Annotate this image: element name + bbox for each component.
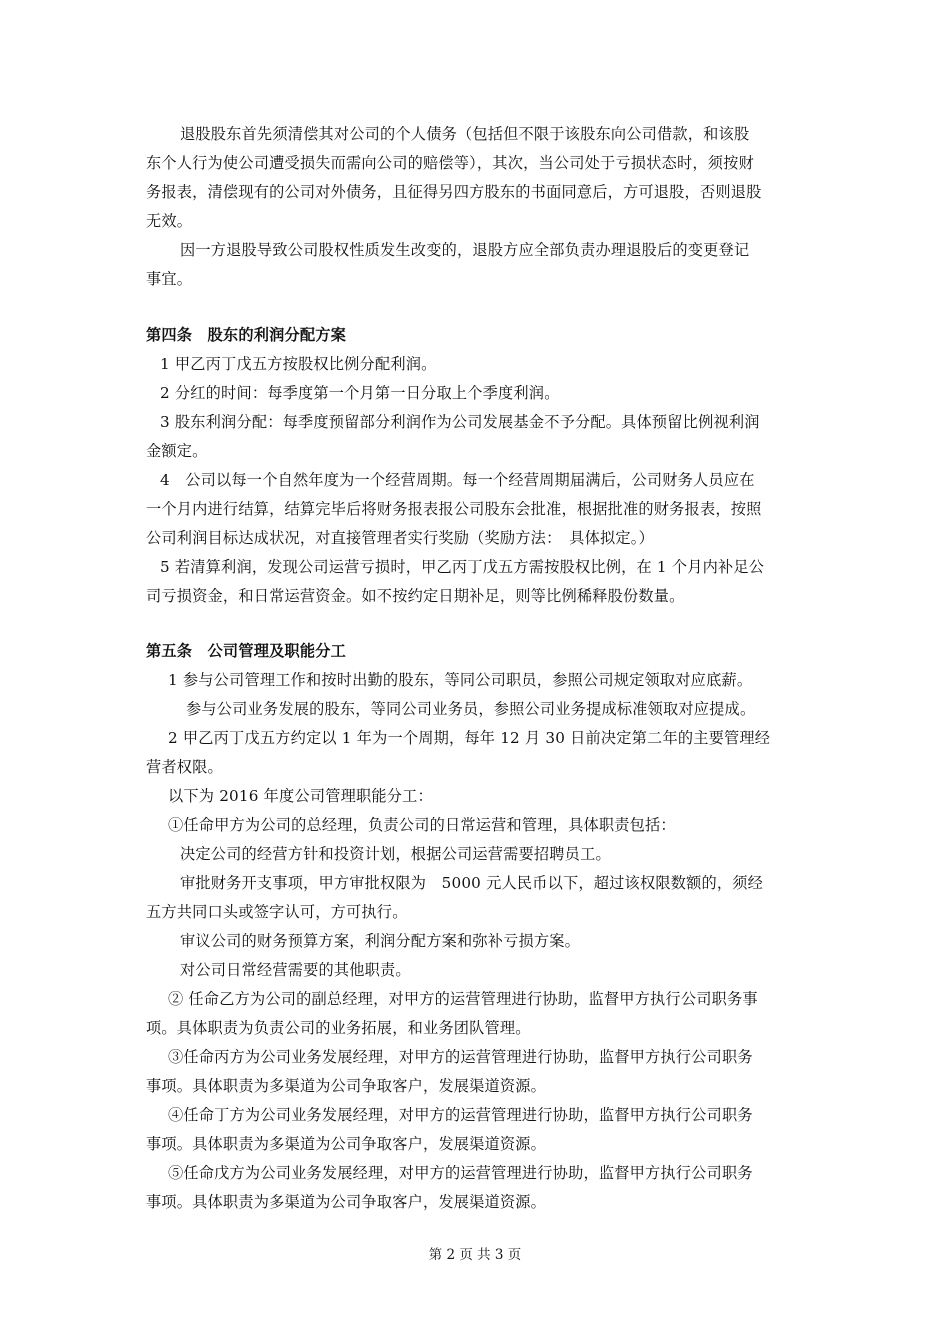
withdrawal-p1-line-1: 退股股东首先须清偿其对公司的个人债务（包括但不限于该股东向公司借款，和该股	[180, 125, 750, 143]
article5-line-18: ⑤任命戊方为公司业务发展经理，对甲方的运营管理进行协助，监督甲方执行公司职务	[168, 1164, 753, 1182]
article5-line-9: 五方共同口头或签字认可，方可执行。	[146, 903, 408, 921]
article5-line-16: ④任命丁方为公司业务发展经理，对甲方的运营管理进行协助，监督甲方执行公司职务	[168, 1106, 753, 1124]
withdrawal-p2-line-1: 因一方退股导致公司股权性质发生改变的，退股方应全部负责办理退股后的变更登记	[180, 241, 750, 259]
article5-line-12: ② 任命乙方为公司的副总经理，对甲方的运营管理进行协助，监督甲方执行公司职务事	[168, 990, 758, 1008]
page-number-footer: 第 2 页 共 3 页	[428, 1247, 522, 1263]
article5-line-15: 事项。具体职责为多渠道为公司争取客户，发展渠道资源。	[146, 1077, 547, 1095]
article4-line-6: 一个月内进行结算，结算完毕后将财务报表报公司股东会批准，根据批准的财务报表，按照	[146, 500, 762, 518]
article4-line-4: 金额定。	[146, 442, 208, 460]
article5-line-17: 事项。具体职责为多渠道为公司争取客户，发展渠道资源。	[146, 1135, 547, 1153]
withdrawal-p1-line-3: 务报表，清偿现有的公司对外债务，且征得另四方股东的书面同意后，方可退股，否则退股	[146, 183, 762, 201]
article4-line-9: 司亏损资金，和日常运营资金。如不按约定日期补足，则等比例稀释股份数量。	[146, 587, 685, 605]
article4-line-3: 3 股东利润分配：每季度预留部分利润作为公司发展基金不予分配。具体预留比例视利润	[160, 413, 760, 431]
article5-line-2: 参与公司业务发展的股东，等同公司业务员，参照公司业务提成标准领取对应提成。	[186, 700, 756, 718]
article4-line-7: 公司利润目标达成状况，对直接管理者实行奖励（奖励方法： 具体拟定。）	[146, 529, 654, 547]
article4-title: 第四条 股东的利润分配方案	[146, 326, 347, 344]
article5-line-14: ③任命丙方为公司业务发展经理，对甲方的运营管理进行协助，监督甲方执行公司职务	[168, 1048, 753, 1066]
article5-line-6: ①任命甲方为公司的总经理，负责公司的日常运营和管理，具体职责包括：	[168, 816, 676, 834]
article4-line-8: 5 若清算利润，发现公司运营亏损时，甲乙丙丁戊五方需按股权比例，在 1 个月内补足公	[160, 558, 765, 576]
article4-line-5: 4 公司以每一个自然年度为一个经营周期。每一个经营周期届满后，公司财务人员应在	[160, 471, 755, 489]
article5-line-5: 以下为 2016 年度公司管理职能分工：	[168, 787, 433, 805]
article5-line-3: 2 甲乙丙丁戊五方约定以 1 年为一个周期，每年 12 月 30 日前决定第二年的主要管理经	[168, 729, 771, 747]
article5-line-7: 决定公司的经营方针和投资计划，根据公司运营需要招聘员工。	[180, 845, 611, 863]
article5-line-19: 事项。具体职责为多渠道为公司争取客户，发展渠道资源。	[146, 1193, 547, 1211]
withdrawal-p2-line-2: 事宜。	[146, 270, 193, 288]
article5-line-8: 审批财务开支事项，甲方审批权限为 5000 元人民币以下，超过该权限数额的，须经	[180, 874, 764, 892]
article4-line-1: 1 甲乙丙丁戊五方按股权比例分配利润。	[160, 355, 437, 373]
article4-line-2: 2 分红的时间：每季度第一个月第一日分取上个季度利润。	[160, 384, 560, 402]
article5-line-4: 营者权限。	[146, 758, 223, 776]
article5-title: 第五条 公司管理及职能分工	[146, 642, 347, 660]
article5-line-11: 对公司日常经营需要的其他职责。	[180, 961, 411, 979]
article5-line-10: 审议公司的财务预算方案，利润分配方案和弥补亏损方案。	[180, 932, 581, 950]
article5-line-13: 项。具体职责为负责公司的业务拓展，和业务团队管理。	[146, 1019, 531, 1037]
withdrawal-p1-line-4: 无效。	[146, 212, 193, 230]
article5-line-1: 1 参与公司管理工作和按时出勤的股东，等同公司职员，参照公司规定领取对应底薪。	[168, 671, 753, 689]
withdrawal-p1-line-2: 东个人行为使公司遭受损失而需向公司的赔偿等），其次，当公司处于亏损状态时，须按财	[146, 154, 754, 172]
